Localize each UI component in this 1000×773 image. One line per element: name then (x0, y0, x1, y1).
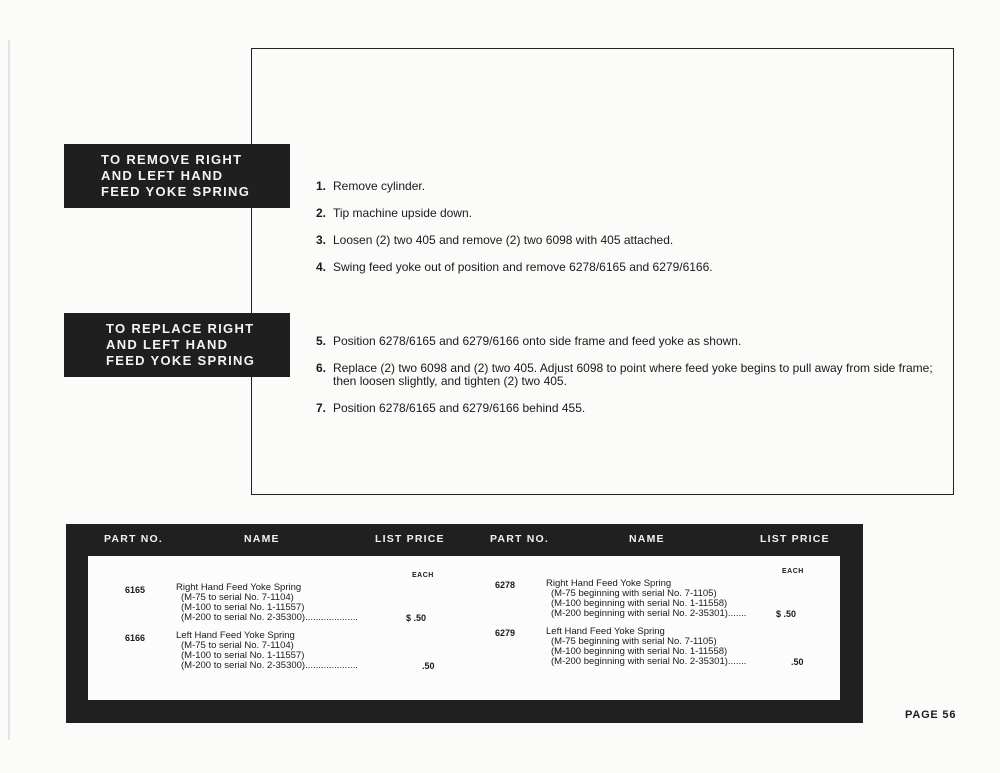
part-description (546, 627, 746, 667)
serial-range: (M-100 beginning with serial No. 1-11558) (551, 598, 728, 609)
part-number: 6279 (495, 628, 516, 638)
part-name: Left Hand Feed Yoke Spring (176, 630, 295, 641)
replace-section-label (64, 313, 290, 377)
step-number: 3. (316, 233, 327, 247)
each-label-right: EACH (782, 568, 804, 575)
serial-range: (M-200 beginning with serial No. 2-35301)....... (551, 608, 747, 619)
step-item (316, 180, 936, 193)
step-item (316, 362, 936, 388)
part-number: 6165 (125, 585, 146, 595)
replace-steps-list (316, 335, 936, 429)
serial-range: (M-75 beginning with serial No. 7-1105) (551, 588, 717, 599)
part-name: Left Hand Feed Yoke Spring (546, 626, 665, 637)
serial-range: (M-75 to serial No. 7-1104) (181, 640, 294, 651)
step-text: Remove cylinder. (333, 179, 426, 193)
binding-edge (8, 40, 10, 740)
replace-label-line: AND LEFT HAND (106, 337, 229, 352)
part-price: $ .50 (776, 609, 797, 619)
replace-label-line: FEED YOKE SPRING (106, 353, 256, 368)
step-number: 7. (316, 401, 327, 415)
serial-range: (M-75 beginning with serial No. 7-1105) (551, 636, 717, 647)
header-name-right: NAME (629, 533, 665, 545)
remove-steps-list (316, 180, 936, 288)
step-text: Position 6278/6165 and 6279/6166 onto side frame and feed yoke as shown. (333, 334, 742, 348)
part-description (546, 579, 746, 619)
step-number: 2. (316, 206, 327, 220)
step-number: 5. (316, 334, 327, 348)
serial-range: (M-200 to serial No. 2-35300).................... (181, 612, 358, 623)
remove-section-label (64, 144, 290, 208)
remove-label-line: FEED YOKE SPRING (101, 184, 251, 199)
step-item (316, 402, 936, 415)
serial-range: (M-200 to serial No. 2-35300).................... (181, 660, 358, 671)
step-number: 6. (316, 361, 327, 375)
parts-table-body (88, 556, 840, 700)
serial-range: (M-75 to serial No. 7-1104) (181, 592, 294, 603)
header-name: NAME (244, 533, 280, 545)
step-text: Tip machine upside down. (333, 206, 472, 220)
header-list-price-right: LIST PRICE (760, 533, 830, 545)
step-number: 4. (316, 260, 327, 274)
step-text: Swing feed yoke out of position and remove 6278/6165 and 6279/6166. (333, 260, 713, 274)
header-part-no-right: PART NO. (490, 533, 549, 545)
serial-range: (M-100 beginning with serial No. 1-11558) (551, 646, 728, 657)
part-price: .50 (422, 661, 435, 671)
step-item (316, 234, 936, 247)
part-number: 6166 (125, 633, 146, 643)
step-item (316, 335, 936, 348)
part-description (176, 631, 358, 671)
page-number: PAGE 56 (905, 709, 957, 721)
step-text: Position 6278/6165 and 6279/6166 behind 455. (333, 401, 586, 415)
part-number: 6278 (495, 580, 516, 590)
part-name: Right Hand Feed Yoke Spring (546, 578, 672, 589)
part-price: .50 (791, 657, 804, 667)
header-list-price: LIST PRICE (375, 533, 445, 545)
step-item (316, 261, 936, 274)
step-item (316, 207, 936, 220)
step-number: 1. (316, 179, 327, 193)
serial-range: (M-200 beginning with serial No. 2-35301)....... (551, 656, 747, 667)
each-label: EACH (412, 572, 434, 579)
part-description (176, 583, 358, 623)
parts-table (66, 524, 863, 723)
remove-label-line: AND LEFT HAND (101, 168, 224, 183)
step-text: Replace (2) two 6098 and (2) two 405. Adjust 6098 to point where feed yoke begins to pull away from side frame; then loosen slightly, and tighten (2) two 405. (333, 361, 933, 388)
serial-range: (M-100 to serial No. 1-11557) (181, 650, 305, 661)
serial-range: (M-100 to serial No. 1-11557) (181, 602, 305, 613)
part-price: $ .50 (406, 613, 427, 623)
replace-label-line: TO REPLACE RIGHT (106, 321, 255, 336)
header-part-no: PART NO. (104, 533, 163, 545)
part-name: Right Hand Feed Yoke Spring (176, 582, 302, 593)
remove-label-line: TO REMOVE RIGHT (101, 152, 243, 167)
step-text: Loosen (2) two 405 and remove (2) two 6098 with 405 attached. (333, 233, 674, 247)
